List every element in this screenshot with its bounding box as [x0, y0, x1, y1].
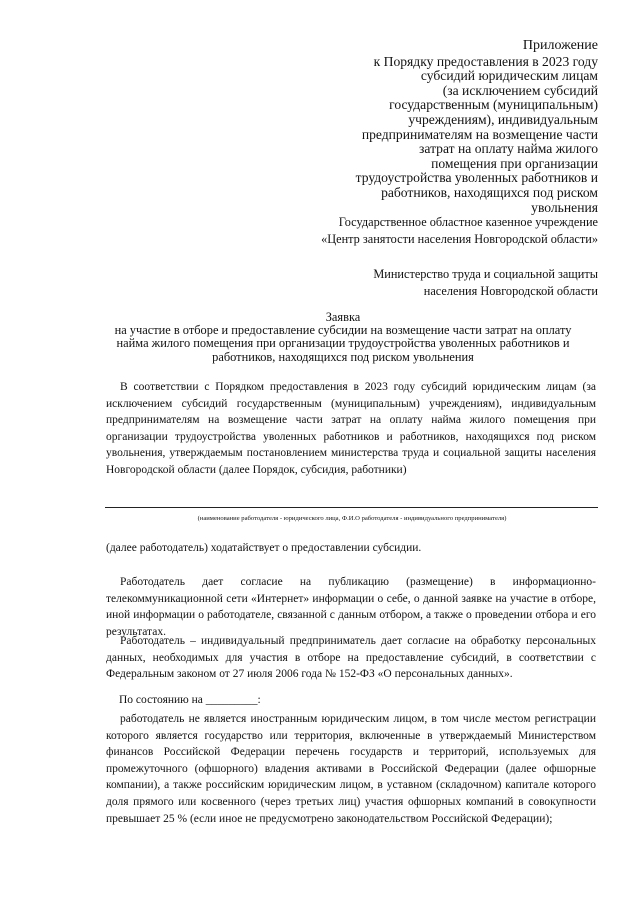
- addressee-ministry: [373, 266, 598, 300]
- intro-paragraph: В соответствии с Порядком предоставления в 2023 году субсидий юридическим лицам (за исключением субсидий государственным (муниципальным) учреждениям), индивидуальным предпринимателям на возмещение части затрат на оплату найма жилого помещения при организации трудоустройства уволенных работников и работников, находящихся под риском увольнения, утверждаемым постановлением министерства труда и социальной защиты населения Новгородской области (далее Порядок, субсидия, работники): [106, 381, 596, 476]
- appendix-line: работников, находящихся под риском: [381, 184, 598, 200]
- application-title: [90, 311, 596, 364]
- title-line: работников, находящихся под риском увольнения: [212, 349, 474, 364]
- appendix-line: учреждениям), индивидуальным: [408, 111, 598, 127]
- appendix-line: затрат на оплату найма жилого: [419, 141, 598, 157]
- addressee-line: «Центр занятости населения Новгородской области»: [321, 232, 598, 246]
- not-foreign-entity-paragraph: работодатель не является иностранным юридическим лицом, в том числе местом регистрации которого является государство или территория, включенные в утверждаемый Министерством финансов Российской Федерации перечень государств и территорий, используемых для промежуточного (офшорного) владения активами в Российской Федерации (далее офшорные компании), а также российским юридическим лицом, в уставном (складочном) капитале которого доля прямого или косвенного (через третьих лиц) участия офшорных компаний в совокупности превышает 25 % (если иное не предусмотрено законодательством Российской Федерации);: [106, 713, 596, 825]
- appendix-line: помещения при организации: [431, 155, 598, 171]
- as-of-date-line: По состоянию на _________:: [119, 694, 261, 706]
- application-heading: Заявка: [325, 310, 361, 324]
- employer-name-caption: (наименование работодателя - юридического лица, Ф.И.О работодателя - индивидуального предпринимателя): [197, 515, 507, 522]
- appendix-line: предпринимателям на возмещение части: [361, 126, 598, 142]
- consent-personal-data-paragraph: Работодатель – индивидуальный предприниматель дает согласие на обработку персональных данных, необходимых для участия в отборе на предоставление субсидий, в соответствии с Федеральным законом от 27 июля 2006 года № 152-ФЗ «О персональных данных».: [106, 635, 596, 681]
- appendix-line: государственным (муниципальным): [389, 97, 598, 113]
- employer-name-line: [105, 507, 598, 508]
- appendix-line: трудоустройства уволенных работников и: [355, 170, 598, 186]
- title-line: на участие в отборе и предоставление субсидии на возмещение части затрат на оплату: [114, 323, 572, 338]
- appendix-title: Приложение: [522, 38, 598, 53]
- addressee-line: Государственное областное казенное учреждение: [338, 215, 598, 229]
- appendix-header: [300, 39, 598, 215]
- appendix-line: (за исключением субсидий: [442, 82, 598, 98]
- appendix-line: к Порядку предоставления в 2023 году: [373, 53, 598, 69]
- consent-publication-paragraph: Работодатель дает согласие на публикацию (размещение) в информационно-телекоммуникационной сети «Интернет» информации о себе, о данной заявке на участие в отборе, иной информации о работодателе, связанной с данным отбором, а также о проведении отбора и его результатах.: [106, 576, 596, 638]
- appendix-line: субсидий юридическим лицам: [420, 68, 598, 84]
- addressee-line: Министерство труда и социальной защиты: [373, 267, 598, 281]
- petition-paragraph: (далее работодатель) ходатайствует о предоставлении субсидии.: [106, 542, 422, 554]
- appendix-line: увольнения: [531, 199, 598, 215]
- addressee-line: населения Новгородской области: [423, 284, 598, 298]
- addressee-employment-center: [321, 214, 598, 248]
- title-line: найма жилого помещения при организации трудоустройства уволенных работников и: [116, 336, 570, 351]
